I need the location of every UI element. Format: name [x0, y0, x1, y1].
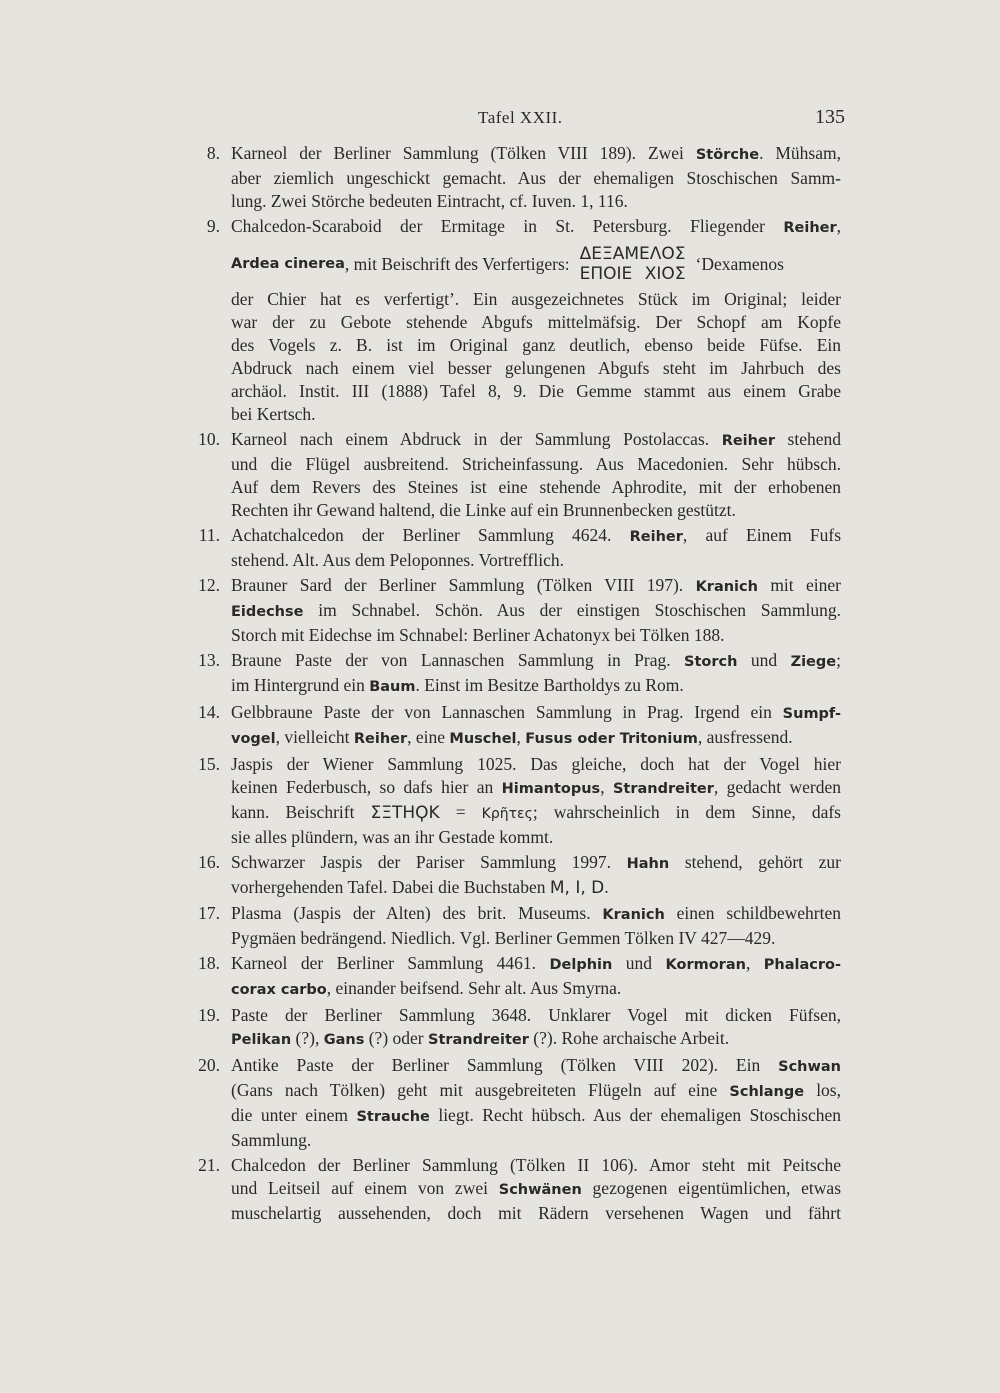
text-run: (?). Rohe archaische Arbeit. [528, 1028, 730, 1048]
highlighted-term: Schlange [729, 1084, 805, 1100]
text-run: stehend [774, 429, 841, 449]
text-line [231, 876, 841, 900]
inscription-letters: ΣΞΤΗϘΚ [370, 803, 440, 823]
text-line [231, 902, 841, 927]
catalogue-entry [0, 1054, 1000, 1152]
text-run: Brauner Sard der Berliner Sammlung (Tölken VIII 197). [231, 575, 696, 595]
entry-number: 19. [198, 1005, 220, 1025]
text-run: Jaspis der Wiener Sammlung 1025. Das gleiche, doch hat der Vogel hier [231, 754, 841, 774]
greek-inscription [580, 244, 686, 284]
text-line [231, 726, 841, 751]
text-line [231, 311, 841, 334]
highlighted-term: Phalacro- [763, 957, 841, 973]
text-run: (Gans nach Tölken) geht mit ausgebreiteten Flügeln auf eine [231, 1080, 730, 1100]
text-run: . Mühsam, [759, 143, 841, 163]
text-run: los, [804, 1080, 841, 1100]
entry-number: 9. [206, 216, 220, 236]
highlighted-term: Störche [695, 147, 760, 163]
text-run: , auf Einem Fufs [682, 525, 842, 545]
text-line [231, 240, 841, 288]
text-run: ; wahrscheinlich in dem Sinne, dafs [532, 802, 841, 822]
catalogue-entry [0, 142, 1000, 213]
text-line [231, 190, 841, 213]
catalogue-entry [0, 574, 1000, 647]
text-line [231, 599, 841, 624]
greek-word: Κρῆτες [481, 806, 533, 822]
text-line [231, 826, 841, 849]
entry-number: 8. [206, 143, 220, 163]
text-run: Antike Paste der Berliner Sammlung (Tölken VIII 202). Ein [231, 1055, 779, 1075]
plate-title: Tafel XXII. [478, 108, 563, 127]
text-run: keinen Federbusch, so dafs hier an [231, 777, 502, 797]
text-line [231, 624, 841, 647]
text-run: mit einer [757, 575, 841, 595]
text-line [231, 1079, 841, 1104]
text-line [231, 1154, 841, 1177]
text-run: Sammlung. [231, 1130, 312, 1150]
entry-number: 10. [198, 429, 220, 449]
text-run: Achatchalcedon der Berliner Sammlung 4624. [231, 525, 630, 545]
text-run: des Vogels z. B. ist im Original ganz deutlich, ebenso beide Füfse. Ein [231, 335, 841, 355]
text-line [231, 776, 841, 801]
inscription-row: ΕΠΟΙΕ ΧΙΟΣ [579, 264, 686, 284]
highlighted-term: Strandreiter [612, 781, 714, 797]
highlighted-term: corax carbo [231, 982, 327, 998]
highlighted-term: Pelikan [231, 1032, 292, 1048]
text-run: war der zu Gebote stehende Abgufs mittelmäfsig. Der Schopf am Kopfe [231, 312, 841, 332]
highlighted-term: Hahn [626, 856, 670, 872]
text-line [231, 403, 841, 426]
entry-number: 15. [198, 754, 220, 774]
page-number: 135 [815, 106, 845, 128]
text-run: , eine [407, 727, 450, 747]
text-run: liegt. Recht hübsch. Aus der ehemaligen Stoschischen [429, 1105, 841, 1125]
text-run: , einander beifsend. Sehr alt. Aus Smyrna. [326, 978, 622, 998]
text-run: und [737, 650, 791, 670]
text-run: ; [836, 650, 841, 670]
text-run: Abdruck nach einem viel besser gelungenen Abgufs steht im Jahrbuch des [231, 358, 841, 378]
text-run: stehend, gehört zur [669, 852, 841, 872]
catalogue-entry [0, 215, 1000, 426]
text-run: , [745, 953, 764, 973]
entry-number: 13. [198, 650, 220, 670]
text-run: , vielleicht [275, 727, 354, 747]
catalogue-entry [0, 952, 1000, 1002]
highlighted-term: Strandreiter [428, 1032, 529, 1048]
text-run: Pygmäen bedrängend. Niedlich. Vgl. Berliner Gemmen Tölken IV 427—429. [231, 928, 776, 948]
highlighted-term: Schwan [778, 1059, 841, 1075]
text-run: Braune Paste der von Lannaschen Sammlung in Prag. [231, 650, 685, 670]
text-run: im Hintergrund ein [231, 675, 370, 695]
text-line [231, 977, 841, 1002]
text-line [231, 1129, 841, 1152]
text-line [231, 574, 841, 599]
text-run: , [516, 727, 526, 747]
text-line [231, 215, 841, 240]
highlighted-term: Eidechse [231, 604, 304, 620]
entry-number: 11. [198, 525, 220, 545]
highlighted-term: Kranich [695, 579, 758, 595]
text-run: gezogenen eigentümlichen, etwas [581, 1178, 842, 1198]
highlighted-term: Storch [684, 654, 738, 670]
text-run: , [836, 216, 841, 236]
text-run: einen schildbewehrten [664, 903, 841, 923]
text-run: vorhergehenden Tafel. Dabei die Buchstaben [231, 877, 550, 897]
text-run: , mit Beischrift des Verfertigers: [344, 253, 570, 274]
text-line [231, 851, 841, 876]
catalogue-entry [0, 851, 1000, 900]
text-run: Karneol der Berliner Sammlung (Tölken VIII 189). Zwei [231, 143, 696, 163]
catalogue-entry [0, 1004, 1000, 1052]
text-run: (?), [291, 1028, 324, 1048]
text-run: Plasma (Jaspis der Alten) des brit. Museums. [231, 903, 603, 923]
text-line [231, 801, 841, 826]
text-run: , [600, 777, 613, 797]
text-run: aber ziemlich ungeschickt gemacht. Aus der ehemaligen Stoschischen Samm- [231, 168, 841, 188]
text-run: (?) oder [364, 1028, 429, 1048]
highlighted-term: Ziege [790, 654, 837, 670]
text-line [231, 524, 841, 549]
highlighted-term: Fusus oder Tritonium [525, 731, 698, 747]
text-run: sie alles plündern, was an ihr Gestade kommt. [231, 827, 554, 847]
highlighted-term: Gans [323, 1032, 365, 1048]
highlighted-term: Reiher [353, 731, 408, 747]
text-run: Karneol nach einem Abdruck in der Sammlung Postolaccas. [231, 429, 722, 449]
highlighted-term: Himantopus [501, 781, 601, 797]
entry-number: 21. [198, 1155, 220, 1175]
text-line [231, 952, 841, 977]
highlighted-term: Strauche [356, 1109, 430, 1125]
text-run: bei Kertsch. [231, 404, 316, 424]
text-run: archäol. Instit. III (1888) Tafel 8, 9. Die Gemme stammt aus einem Grabe [231, 381, 841, 401]
text-line [231, 1104, 841, 1129]
text-run: Gelbbraune Paste der von Lannaschen Sammlung in Prag. Irgend ein [231, 702, 783, 722]
highlighted-term: Reiher [721, 433, 775, 449]
highlighted-term: vogel [231, 731, 276, 747]
text-run: im Schnabel. Schön. Aus der einstigen Stoschischen Sammlung. [303, 600, 841, 620]
highlighted-term: Schwänen [498, 1182, 582, 1198]
text-line [231, 499, 841, 522]
text-line [231, 380, 841, 403]
text-line [231, 288, 841, 311]
text-run: Rechten ihr Gewand haltend, die Linke auf ein Brunnenbecken gestützt. [231, 500, 736, 520]
highlighted-term: Baum [369, 679, 416, 695]
inscription-row: ΔΕΞΑΜΕΛΟΣ [579, 244, 686, 264]
highlighted-term: Reiher [629, 529, 683, 545]
entry-number: 18. [198, 953, 220, 973]
text-run: und die Flügel ausbreitend. Stricheinfassung. Aus Macedonien. Sehr hübsch. [231, 454, 841, 474]
text-run: der Chier hat es verfertigt’. Ein ausgezeichnetes Stück im Original; leider [231, 289, 841, 309]
text-line [231, 753, 841, 776]
highlighted-term: Delphin [549, 957, 613, 973]
entry-number: 20. [198, 1055, 220, 1075]
text-run: Chalcedon der Berliner Sammlung (Tölken II 106). Amor steht mit Peitsche [231, 1155, 841, 1175]
inscription-letters: Μ, Ι, D [549, 878, 605, 898]
text-run: . Einst im Besitze Bartholdys zu Rom. [415, 675, 684, 695]
text-run: Karneol der Berliner Sammlung 4461. [231, 953, 550, 973]
text-line [231, 674, 841, 699]
text-line [231, 1027, 841, 1052]
catalogue-entries [0, 142, 1000, 1227]
text-run: , ausfressend. [697, 727, 793, 747]
text-line [231, 453, 841, 476]
entry-number: 14. [198, 702, 220, 722]
text-line [231, 428, 841, 453]
highlighted-term: Kranich [602, 907, 665, 923]
catalogue-entry [0, 649, 1000, 699]
text-run: und [612, 953, 666, 973]
text-run: Chalcedon-Scaraboid der Ermitage in St. Petersburg. Fliegender [231, 216, 784, 236]
highlighted-term: Kormoran [665, 957, 746, 973]
catalogue-entry [0, 902, 1000, 950]
catalogue-entry [0, 428, 1000, 522]
highlighted-term: Muschel [449, 731, 517, 747]
text-line [231, 357, 841, 380]
highlighted-term: Reiher [783, 220, 837, 236]
text-run: Paste der Berliner Sammlung 3648. Unklarer Vogel mit dicken Füfsen, [231, 1005, 841, 1025]
text-line [231, 167, 841, 190]
text-run: muschelartig aussehenden, doch mit Rädern versehenen Wagen und fährt [231, 1203, 841, 1223]
text-line [231, 1004, 841, 1027]
text-run: ‘Dexamenos [695, 253, 784, 274]
text-line [231, 649, 841, 674]
catalogue-entry [0, 701, 1000, 751]
text-run: , gedacht werden [713, 777, 841, 797]
text-run: lung. Zwei Störche bedeuten Eintracht, cf. Iuven. 1, 116. [231, 191, 628, 211]
text-line [231, 927, 841, 950]
catalogue-entry [0, 524, 1000, 572]
text-line [231, 549, 841, 572]
text-run: stehend. Alt. Aus dem Peloponnes. Vortrefflich. [231, 550, 564, 570]
text-line [231, 1202, 841, 1225]
entry-number: 12. [198, 575, 220, 595]
text-line [231, 1054, 841, 1079]
text-run: Auf dem Revers des Steines ist eine stehende Aphrodite, mit der erhobenen [231, 477, 841, 497]
text-run: die unter einem [231, 1105, 357, 1125]
text-line [231, 701, 841, 726]
text-line [231, 476, 841, 499]
text-line [231, 1177, 841, 1202]
text-run: = [439, 802, 482, 822]
highlighted-term: Ardea cinerea [231, 255, 345, 272]
highlighted-term: Sumpf- [782, 706, 841, 722]
catalogue-entry [0, 753, 1000, 849]
text-run: und Leitseil auf einem von zwei [231, 1178, 499, 1198]
text-line [231, 334, 841, 357]
catalogue-entry [0, 1154, 1000, 1225]
text-run: kann. Beischrift [231, 802, 371, 822]
text-line [231, 142, 841, 167]
text-run: . [604, 877, 609, 897]
text-run: Storch mit Eidechse im Schnabel: Berliner Achatonyx bei Tölken 188. [231, 625, 725, 645]
entry-number: 17. [198, 903, 220, 923]
text-run: Schwarzer Jaspis der Pariser Sammlung 1997. [231, 852, 627, 872]
entry-number: 16. [198, 852, 220, 872]
page-header [0, 108, 1000, 132]
